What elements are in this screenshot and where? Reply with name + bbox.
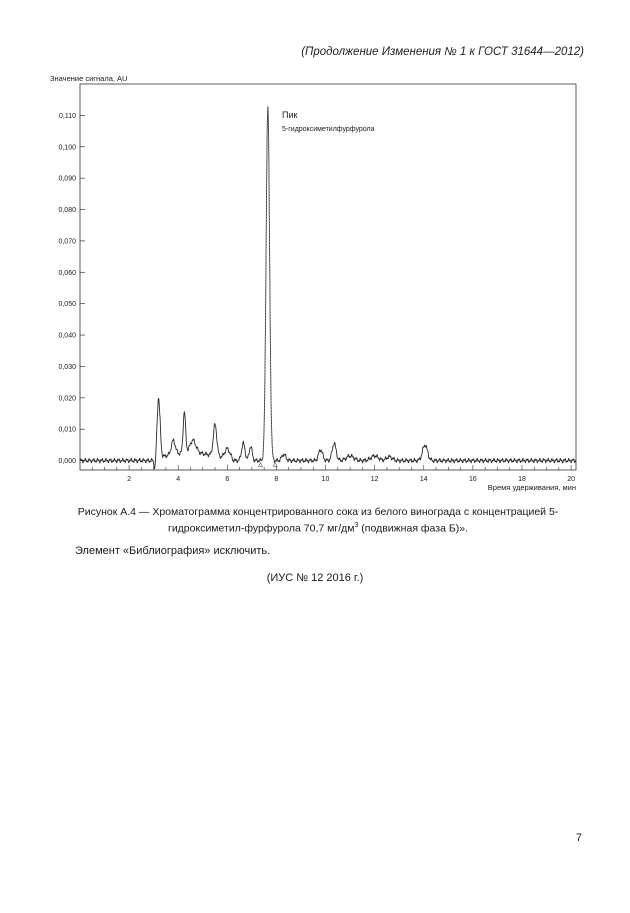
x-tick-label: 18 [518,476,526,483]
y-tick-label: 0,090 [58,175,76,183]
peak-markers [258,463,277,467]
x-tick-label: 20 [567,476,575,483]
y-tick-label: 0,110 [59,112,76,120]
x-tick-label: 4 [176,476,181,483]
peak-marker [258,463,262,467]
x-tick-label: 14 [419,476,428,483]
y-tick-label: 0,010 [58,426,76,434]
x-tick-label: 6 [225,476,230,483]
peak-annotation-compound: 5-гидроксиметилфурфурола [282,126,375,133]
amendment-note: Элемент «Библиография» исключить. [75,545,271,557]
x-axis-ticks [92,465,575,483]
plot-frame [80,84,576,470]
x-tick-label: 10 [321,476,330,483]
peak-fit-overlay [259,106,276,461]
page-header: (Продолжение Изменения № 1 к ГОСТ 31644—2012) [301,46,584,58]
x-tick-label: 8 [274,476,279,483]
y-tick-label: 0,060 [58,269,76,277]
x-tick-label: 2 [127,476,132,483]
figure-caption [48,505,588,536]
caption-text: Рисунок А.4 — Хроматограмма концентрированного сока из белого винограда с концентрацией 5-гидроксиметил-фурфурола 70,7 мг/дм [77,506,559,535]
x-tick-label: 16 [468,476,477,483]
x-tick-label: 12 [370,476,379,483]
caption-superscript: 3 [354,522,359,529]
x-axis-label: Время удерживания, мин [487,483,576,492]
y-tick-label: 0,030 [58,363,76,371]
chromatogram-trace [80,106,576,468]
caption-text-end: (подвижная фаза Б)». [358,522,468,535]
y-tick-label: 0,020 [58,395,76,403]
y-tick-label: 0,070 [58,238,76,246]
peak-annotation-title: Пик [282,110,298,120]
y-axis-label: Значение сигнала, AU [50,74,128,83]
y-tick-label: 0,100 [58,144,76,152]
y-tick-label: 0,050 [58,301,76,309]
y-tick-label: 0,080 [58,207,76,215]
peak-marker [273,463,277,467]
page-number: 7 [575,832,582,844]
y-tick-label: 0,000 [58,458,76,466]
y-axis-ticks [58,113,85,465]
y-tick-label: 0,040 [58,332,76,340]
source-reference: (ИУС № 12 2016 г.) [266,572,364,584]
